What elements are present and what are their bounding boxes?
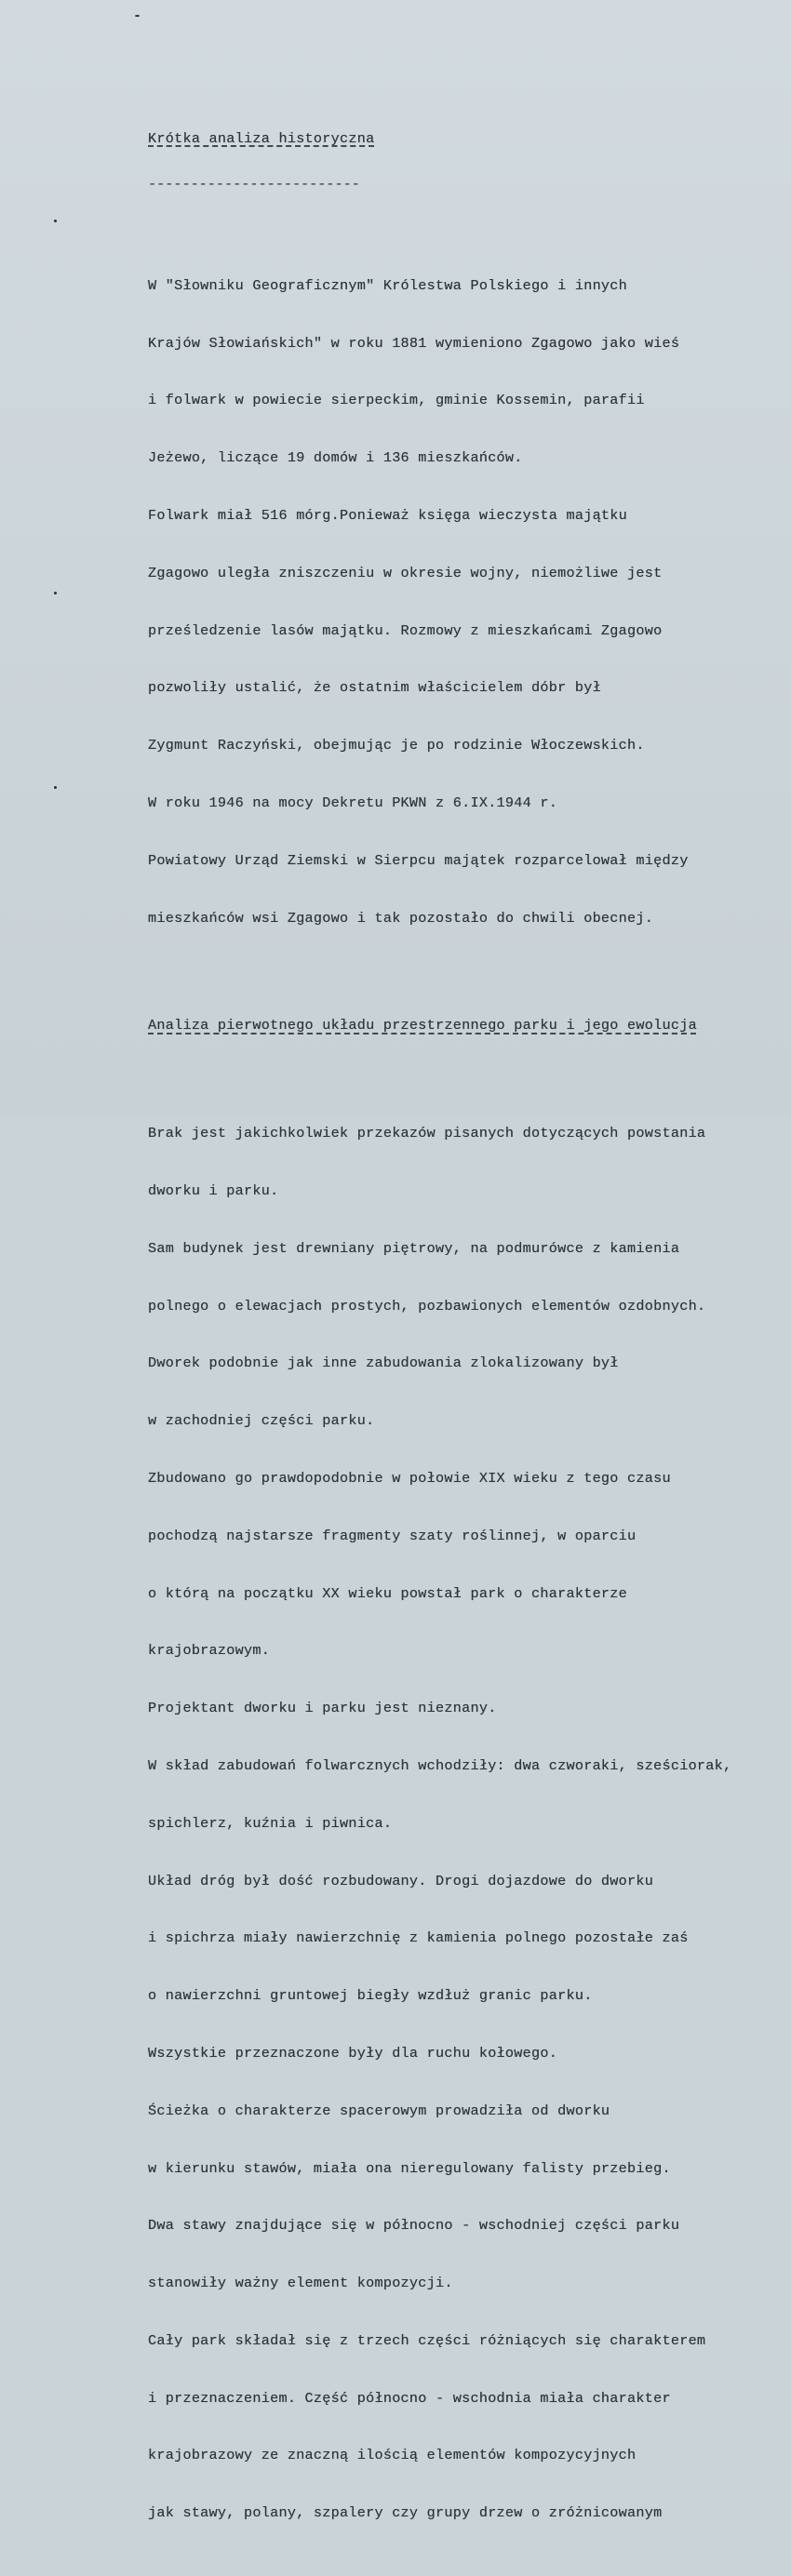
text-line: W roku 1946 na mocy Dekretu PKWN z 6.IX.1944 r.	[148, 794, 558, 811]
typewritten-text	[148, 94, 790, 2576]
document-title: Krótka analiza historyczna	[148, 130, 375, 147]
text-line: Cały park składał się z trzech części różniących się charakterem	[148, 2331, 706, 2349]
text-line: Powiatowy Urząd Ziemski w Sierpcu majątek rozparcelował między	[148, 851, 689, 869]
text-line: krajobrazowym.	[148, 1642, 271, 1660]
paper-speck	[54, 786, 57, 789]
section-2-title: Analiza pierwotnego układu przestrzennego parku i jego ewolucja	[148, 1017, 697, 1034]
text-line: Zbudowano go prawdopodobnie w połowie XIX wieku z tego czasu	[148, 1469, 671, 1487]
text-line: Dworek podobnie jak inne zabudowania zlokalizowany był	[148, 1355, 619, 1372]
text-line: W "Słowniku Geograficznym" Królestwa Polskiego i innych	[148, 276, 628, 294]
text-line: Dwa stawy znajdujące się w północno - wschodniej części parku	[148, 2217, 680, 2235]
text-line: pochodzą najstarsze fragmenty szaty roślinnej, w oparciu	[148, 1527, 637, 1544]
paper-speck	[54, 220, 57, 222]
text-line: o nawierzchni gruntowej biegły wzdłuż granic parku.	[148, 1987, 593, 2005]
text-line: Jeżewo, liczące 19 domów i 136 mieszkańców.	[148, 449, 523, 467]
text-line: i folwark w powiecie sierpeckim, gminie Kossemin, parafii	[148, 392, 645, 409]
text-line: Brak jest jakichkolwiek przekazów pisanych dotyczących powstania	[148, 1125, 706, 1142]
text-line: w zachodniej części parku.	[148, 1412, 375, 1430]
text-line: o którą na początku XX wieku powstał park o charakterze	[148, 1584, 628, 1602]
text-line: i spichrza miały nawierzchnię z kamienia polnego pozostałe zaś	[148, 1929, 689, 1947]
section-2	[148, 1088, 790, 2559]
paper-speck	[54, 592, 57, 594]
section-1	[148, 241, 790, 965]
text-line: spichlerz, kuźnia i piwnica.	[148, 1814, 393, 1832]
text-line: mieszkańców wsi Zgagowo i tak pozostało do chwili obecnej.	[148, 909, 654, 927]
text-line: jak stawy, polany, szpalery czy grupy drzew o zróżnicowanym	[148, 2504, 663, 2522]
text-line: Sam budynek jest drewniany piętrowy, na podmurówce z kamienia	[148, 1239, 680, 1257]
text-line: Układ dróg był dość rozbudowany. Drogi dojazdowe do dworku	[148, 1872, 654, 1889]
text-line: polnego o elewacjach prostych, pozbawionych elementów ozdobnych.	[148, 1297, 706, 1315]
text-line: Zgagowo uległa zniszczeniu w okresie wojny, niemożliwe jest	[148, 564, 663, 581]
text-line: Zygmunt Raczyński, obejmując je po rodzinie Włoczewskich.	[148, 737, 645, 754]
text-line: prześledzenie lasów majątku. Rozmowy z mieszkańcami Zgagowo	[148, 621, 663, 639]
text-line: Ścieżka o charakterze spacerowym prowadziła od dworku	[148, 2102, 610, 2119]
text-line: Krajów Słowiańskich" w roku 1881 wymieniono Zgagowo jako wieś	[148, 334, 680, 352]
text-line: stanowiły ważny element kompozycji.	[148, 2275, 453, 2292]
text-line: Projektant dworku i parku jest nieznany.	[148, 1700, 497, 1717]
text-line: w kierunku stawów, miała ona nieregulowany falisty przebieg.	[148, 2159, 671, 2177]
text-line: pozwoliły ustalić, że ostatnim właścicielem dóbr był	[148, 679, 601, 697]
title-underline: -------------------------	[148, 175, 360, 193]
paper-speck	[135, 15, 140, 17]
text-line: Wszystkie przeznaczone były dla ruchu kołowego.	[148, 2044, 558, 2062]
text-line: Folwark miał 516 mórg.Ponieważ księga wieczysta majątku	[148, 506, 628, 524]
text-line: W skład zabudowań folwarcznych wchodziły: dwa czworaki, sześciorak,	[148, 1756, 732, 1774]
text-line: dworku i parku.	[148, 1181, 279, 1199]
text-line: i przeznaczeniem. Część północno - wschodnia miała charakter	[148, 2389, 671, 2407]
text-line: krajobrazowy ze znaczną ilością elementów kompozycyjnych	[148, 2447, 637, 2464]
